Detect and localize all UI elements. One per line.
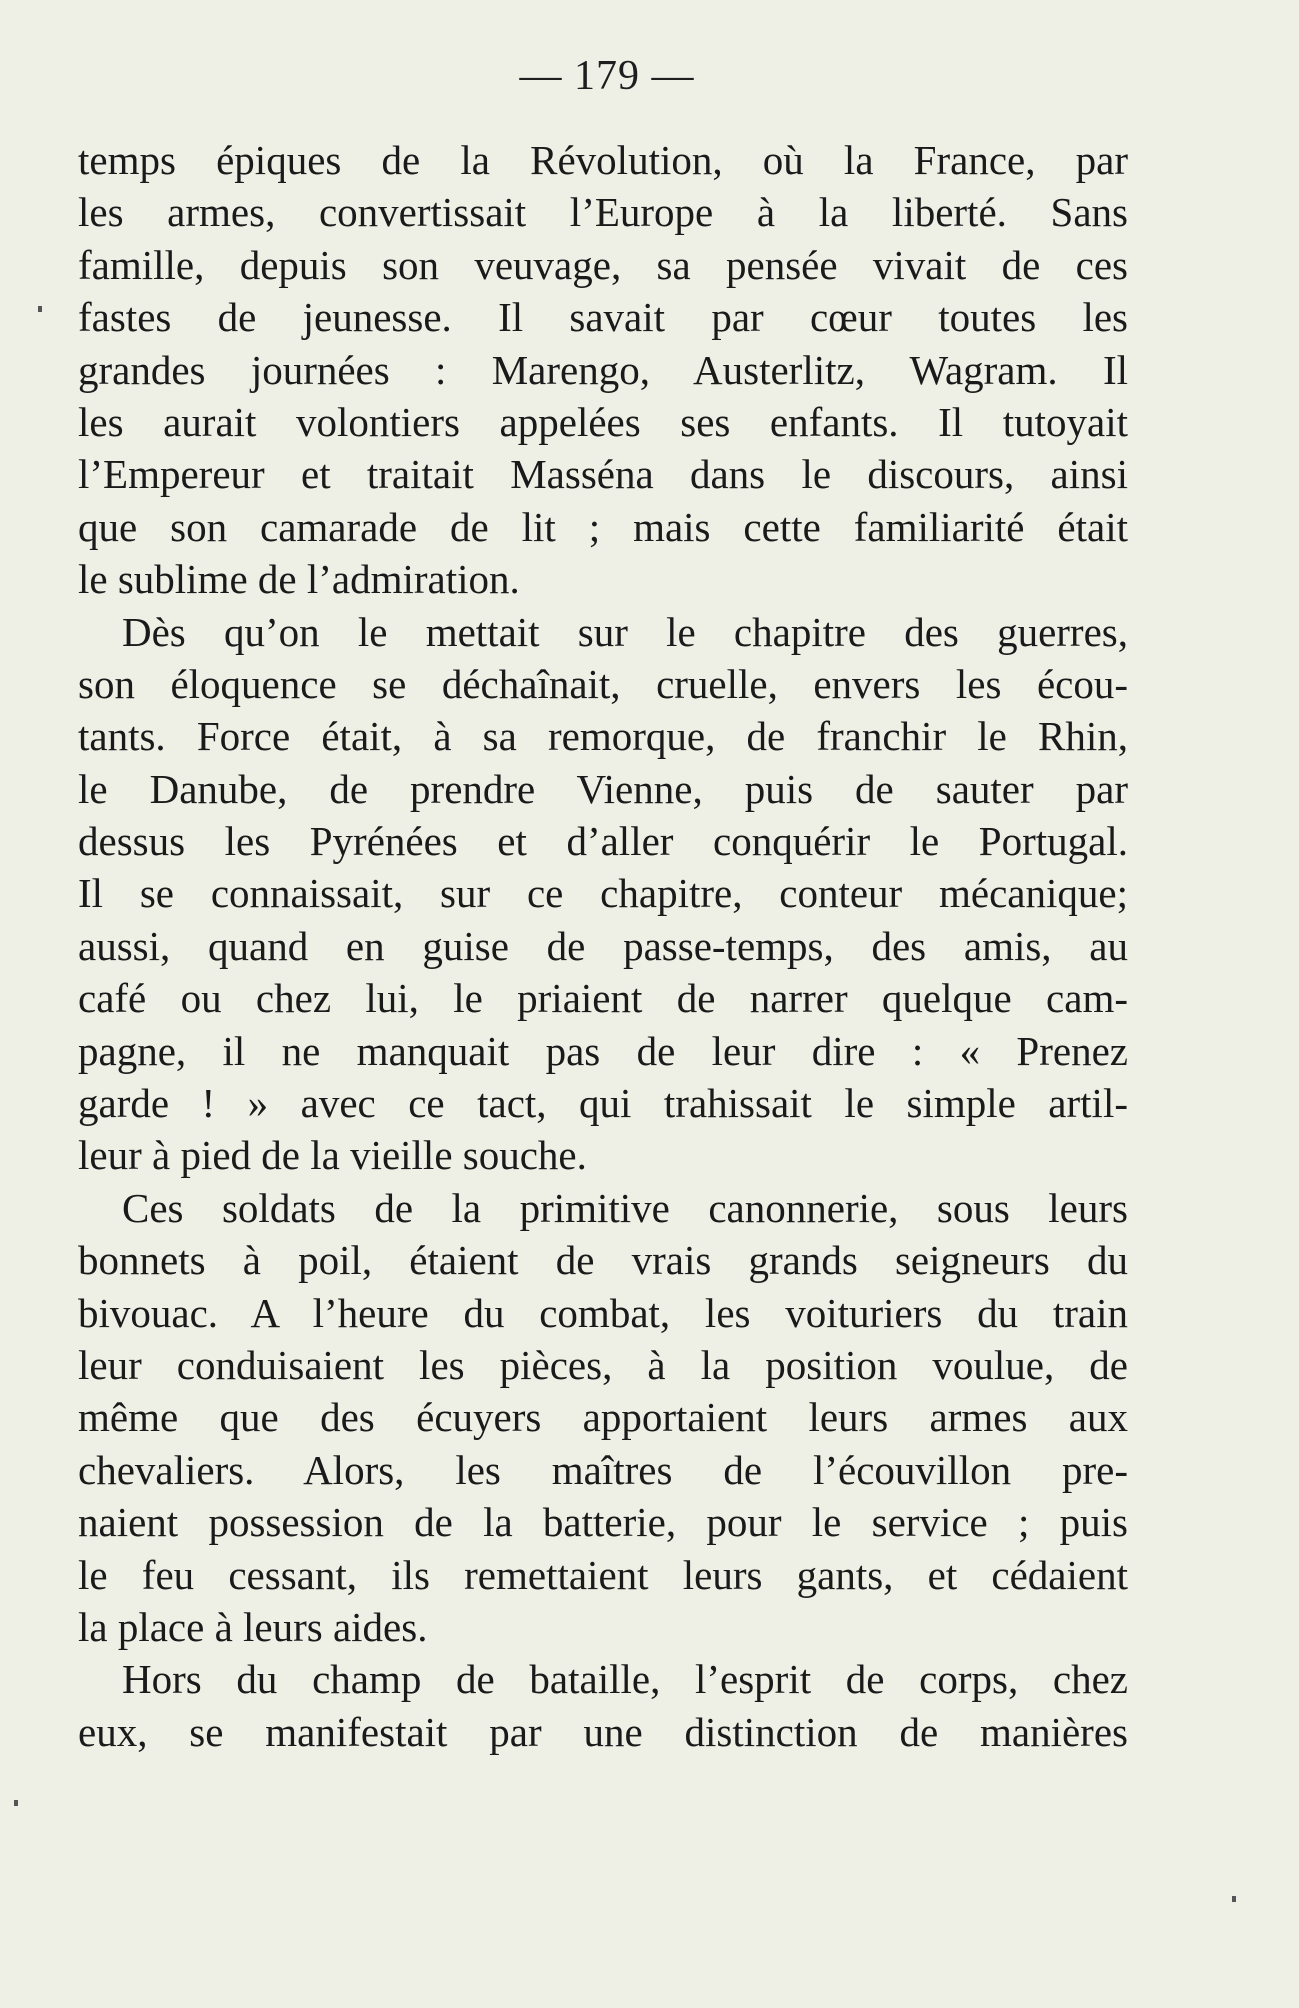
- text-line: bonnets à poil, étaient de vrais grands seigneurs du: [78, 1237, 1128, 1284]
- text-line: Dès qu’on le mettait sur le chapitre des guerres,: [122, 608, 1128, 655]
- text-line: tants. Force était, à sa remorque, de franchir le Rhin,: [78, 713, 1128, 760]
- body-text: [78, 134, 1128, 1758]
- text-line: eux, se manifestait par une distinction de manières: [78, 1708, 1128, 1755]
- text-line: la place à leurs aides.: [78, 1603, 428, 1650]
- text-line: dessus les Pyrénées et d’aller conquérir le Portugal.: [78, 818, 1128, 865]
- text-line: leur conduisaient les pièces, à la position voulue, de: [78, 1341, 1128, 1388]
- paragraph: [78, 606, 1128, 1182]
- text-line: le sublime de l’admiration.: [78, 556, 520, 603]
- text-line: fastes de jeunesse. Il savait par cœur toutes les: [78, 294, 1128, 341]
- scan-speck: [14, 1800, 18, 1806]
- text-line: grandes journées : Marengo, Austerlitz, Wagram. Il: [78, 346, 1128, 393]
- scan-speck: [1232, 1896, 1236, 1902]
- text-line: bivouac. A l’heure du combat, les voituriers du train: [78, 1289, 1128, 1336]
- text-line: Il se connaissait, sur ce chapitre, conteur mécanique;: [78, 870, 1128, 917]
- scan-speck: [38, 306, 42, 312]
- text-line: Hors du champ de bataille, l’esprit de corps, chez: [122, 1656, 1128, 1703]
- text-line: pagne, il ne manquait pas de leur dire : « Prenez: [78, 1027, 1128, 1074]
- text-line: le feu cessant, ils remettaient leurs gants, et cédaient: [78, 1551, 1128, 1598]
- paragraph: [78, 1653, 1128, 1758]
- text-line: naient possession de la batterie, pour le service ; puis: [78, 1499, 1128, 1546]
- text-line: leur à pied de la vieille souche.: [78, 1132, 587, 1179]
- page-number: — 179 —: [519, 53, 695, 99]
- text-line: chevaliers. Alors, les maîtres de l’écouvillon pre-: [78, 1446, 1128, 1493]
- text-line: son éloquence se déchaînait, cruelle, envers les écou-: [78, 660, 1128, 707]
- text-line: Ces soldats de la primitive canonnerie, sous leurs: [122, 1184, 1128, 1231]
- paragraph: [78, 134, 1128, 606]
- text-line: aussi, quand en guise de passe-temps, des amis, au: [78, 922, 1128, 969]
- text-line: même que des écuyers apportaient leurs armes aux: [78, 1394, 1128, 1441]
- paragraph: [78, 1182, 1128, 1654]
- text-line: garde ! » avec ce tact, qui trahissait le simple artil-: [78, 1080, 1128, 1127]
- text-line: café ou chez lui, le priaient de narrer quelque cam-: [78, 975, 1128, 1022]
- text-line: le Danube, de prendre Vienne, puis de sauter par: [78, 765, 1128, 812]
- text-line: famille, depuis son veuvage, sa pensée vivait de ces: [78, 241, 1128, 288]
- text-line: les aurait volontiers appelées ses enfants. Il tutoyait: [78, 398, 1128, 445]
- text-line: que son camarade de lit ; mais cette familiarité était: [78, 503, 1128, 550]
- text-line: l’Empereur et traitait Masséna dans le discours, ainsi: [78, 451, 1128, 498]
- text-line: les armes, convertissait l’Europe à la liberté. Sans: [78, 189, 1128, 236]
- text-line: temps épiques de la Révolution, où la France, par: [78, 137, 1128, 183]
